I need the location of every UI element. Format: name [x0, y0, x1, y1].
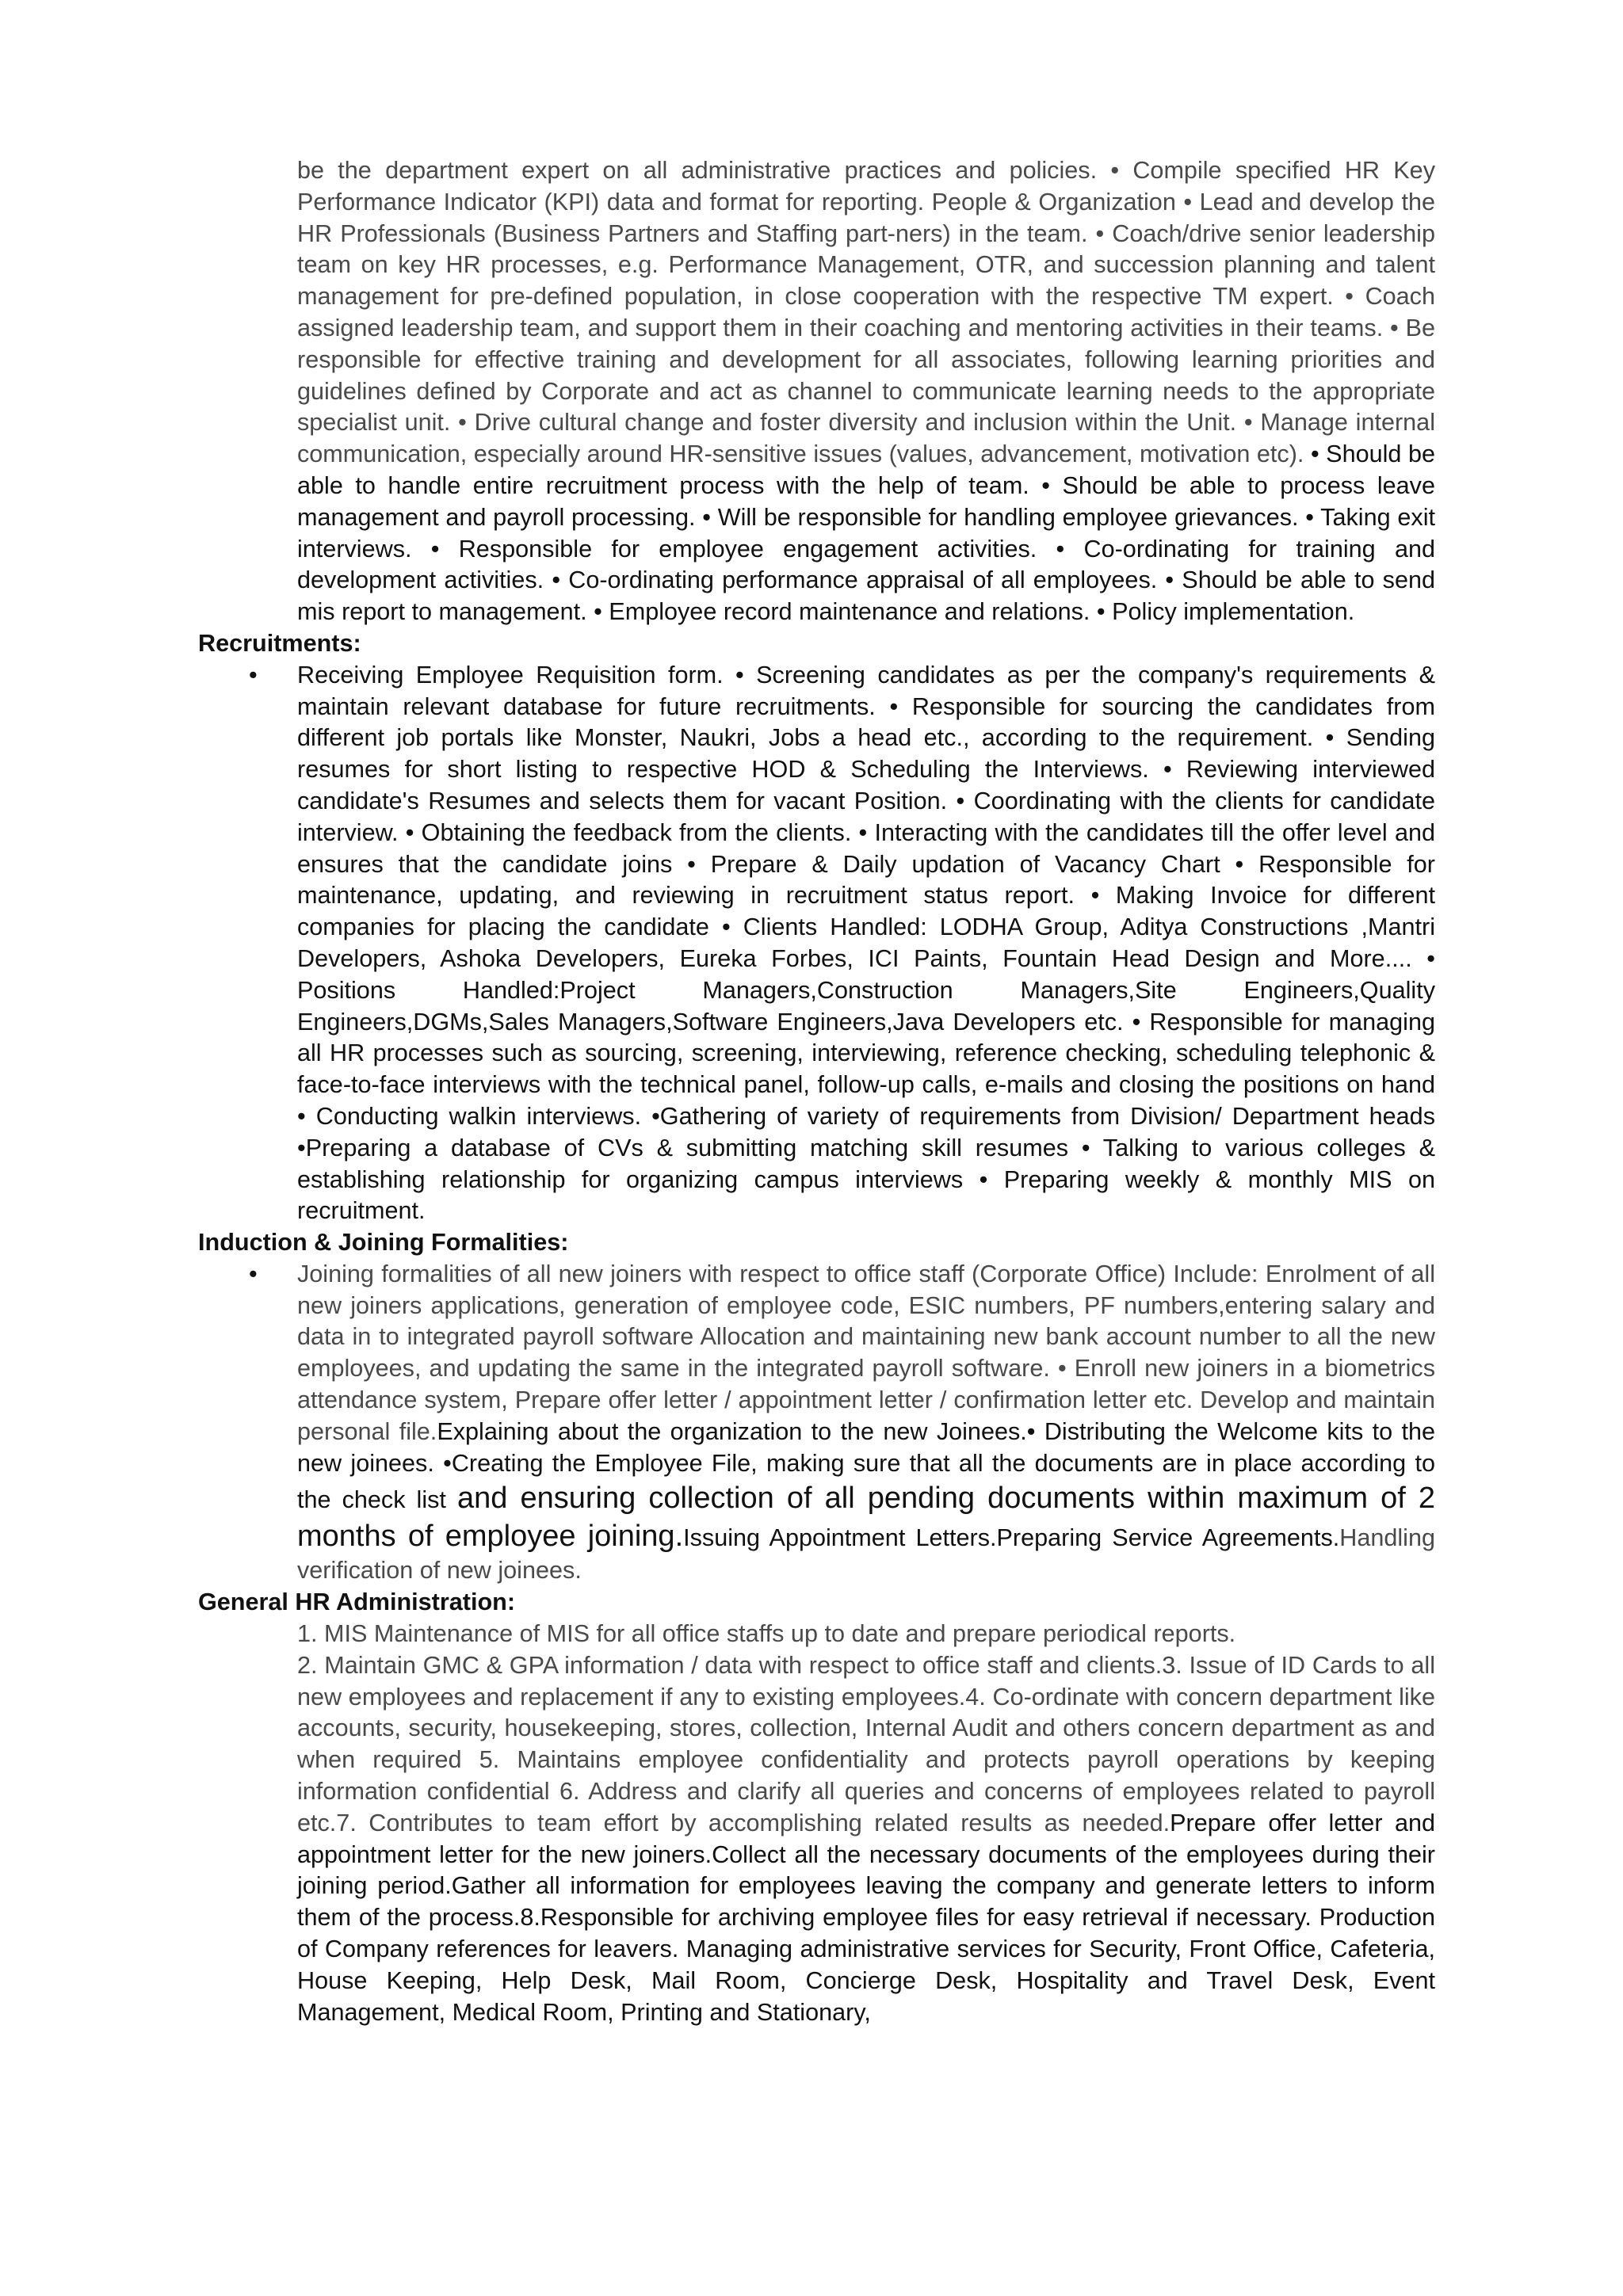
induction-paragraph: [297, 1259, 1435, 1587]
general-hr-item1: 1. MIS Maintenance of MIS for all office staffs up to date and prepare periodical reports.: [297, 1620, 1236, 1648]
bullet-icon: •: [249, 661, 258, 688]
bullet-icon: •: [249, 1260, 258, 1287]
general-hr-item2-part1: 2. Maintain GMC & GPA information / data with respect to office staff and clients.3. Issue of ID Cards to all new employees and replacement if any to existing employees.4. Co-ordinate with concern department like accounts, security, housekeeping, stores, collection, Internal Audit and others concern department as and when required 5. Maintains employee confidentiality and protects payroll operations by keeping information confidential 6. Address and clarify all queries and concerns of employees related to payroll etc.7. Contributes to team effort by accomplishing related results as needed.: [297, 1651, 1435, 1836]
recruitments-paragraph: Receiving Employee Requisition form. • Screening candidates as per the company's requirements & maintain relevant database for future recruitments. • Responsible for sourcing the candidates from different job portals like Monster, Naukri, Jobs a head etc., according to the requirement. • Sending resumes for short listing to respective HOD & Scheduling the Interviews. • Reviewing interviewed candidate's Resumes and selects them for vacant Position. • Coordinating with the clients for candidate interview. • Obtaining the feedback from the clients. • Interacting with the candidates till the offer level and ensures that the candidate joins • Prepare & Daily updation of Vacancy Chart • Responsible for maintenance, updating, and reviewing in recruitment status report. • Making Invoice for different companies for placing the candidate • Clients Handled: LODHA Group, Aditya Constructions ,Mantri Developers, Ashoka Developers, Eureka Forbes, ICI Paints, Fountain Head Design and More.... • Positions Handled:Project Managers,Construction Managers,Site Engineers,Quality Engineers,DGMs,Sales Managers,Software Engineers,Java Developers etc. • Responsible for managing all HR processes such as sourcing, screening, interviewing, reference checking, scheduling telephonic & face-to-face interviews with the technical panel, follow-up calls, e-mails and closing the positions on hand • Conducting walkin interviews. •Gathering of variety of requirements from Division/ Department heads •Preparing a database of CVs & submitting matching skill resumes • Talking to various colleges & establishing relationship for organizing campus interviews • Preparing weekly & monthly MIS on recruitment.: [297, 661, 1435, 1225]
general-hr-heading: General HR Administration:: [198, 1589, 516, 1616]
general-hr-item2: [297, 1650, 1435, 2029]
intro-text-part2: • Should be able to handle entire recruitment process with the help of team. • Should be able to process leave management and payroll processing. • Will be responsible for handling employee grievances. • Taking exit interviews. • Responsible for employee engagement activities. • Co-ordinating for training and development activities. • Co-ordinating performance appraisal of all employees. • Should be able to send mis report to management. • Employee record maintenance and relations. • Policy implementation.: [297, 441, 1435, 626]
intro-section: [297, 155, 1435, 628]
induction-heading: Induction & Joining Formalities:: [198, 1229, 569, 1257]
induction-text-part2: Explaining about the organization to the new Joinees.• Distributing the Welcome kits to the new joinees. •Creating the Employee File, making sure that all the documents are in place according to the check list: [297, 1417, 1435, 1514]
intro-text-part1: be the department expert on all administrative practices and policies. • Compile specified HR Key Performance Indicator (KPI) data and format for reporting. People & Organization • Lead and develop the HR Professionals (Business Partners and Staffing part-ners) in the team. • Coach/drive senior leadership team on key HR processes, e.g. Performance Management, OTR, and succession planning and talent management for pre-defined population, in close cooperation with the respective TM expert. • Coach assigned leadership team, and support them in their coaching and mentoring activities in their teams. • Be responsible for effective training and development for all associates, following learning priorities and guidelines defined by Corporate and act as channel to communicate learning needs to the appropriate specialist unit. • Drive cultural change and foster diversity and inclusion within the Unit. • Manage internal communication, especially around HR-sensitive issues (values, advancement, motivation etc).: [297, 157, 1435, 468]
intro-paragraph: [297, 155, 1435, 628]
recruitments-heading: Recruitments:: [198, 629, 361, 657]
general-hr-item2-part2: Prepare offer letter and appointment letter for the new joiners.Collect all the necessary documents of the employees during their joining period.Gather all information for employees leaving the company and generate letters to inform them of the process.8.Responsible for archiving employee files for easy retrieval if necessary. Production of Company references for leavers. Managing administrative services for Security, Front Office, Cafeteria, House Keeping, Help Desk, Mail Room, Concierge Desk, Hospitality and Travel Desk, Event Management, Medical Room, Printing and Stationary,: [297, 1809, 1435, 2026]
document-content: [198, 155, 1434, 2028]
induction-text-part3: and ensuring collection of all pending documents within maximum of 2 months of employee joining.: [297, 1482, 1436, 1554]
induction-text-part1: Joining formalities of all new joiners with respect to office staff (Corporate Office) Include: Enrolment of all new joiners applications, generation of employee code, ESIC numbers, PF numbers,entering salary and data in to integrated payroll software Allocation and maintaining new bank account number to all the new employees, and updating the same in the integrated payroll software. • Enroll new joiners in a biometrics attendance system, Prepare offer letter / appointment letter / confirmation letter etc. Develop and maintain personal file.: [297, 1260, 1435, 1445]
general-hr-section: [297, 1619, 1435, 2028]
induction-section: [249, 1259, 1436, 1587]
recruitments-section: [249, 660, 1435, 1227]
induction-text-part5: Handling verification of new joinees.: [297, 1524, 1436, 1585]
induction-text-part4: Issuing Appointment Letters.Preparing Service Agreements.: [683, 1524, 1340, 1552]
